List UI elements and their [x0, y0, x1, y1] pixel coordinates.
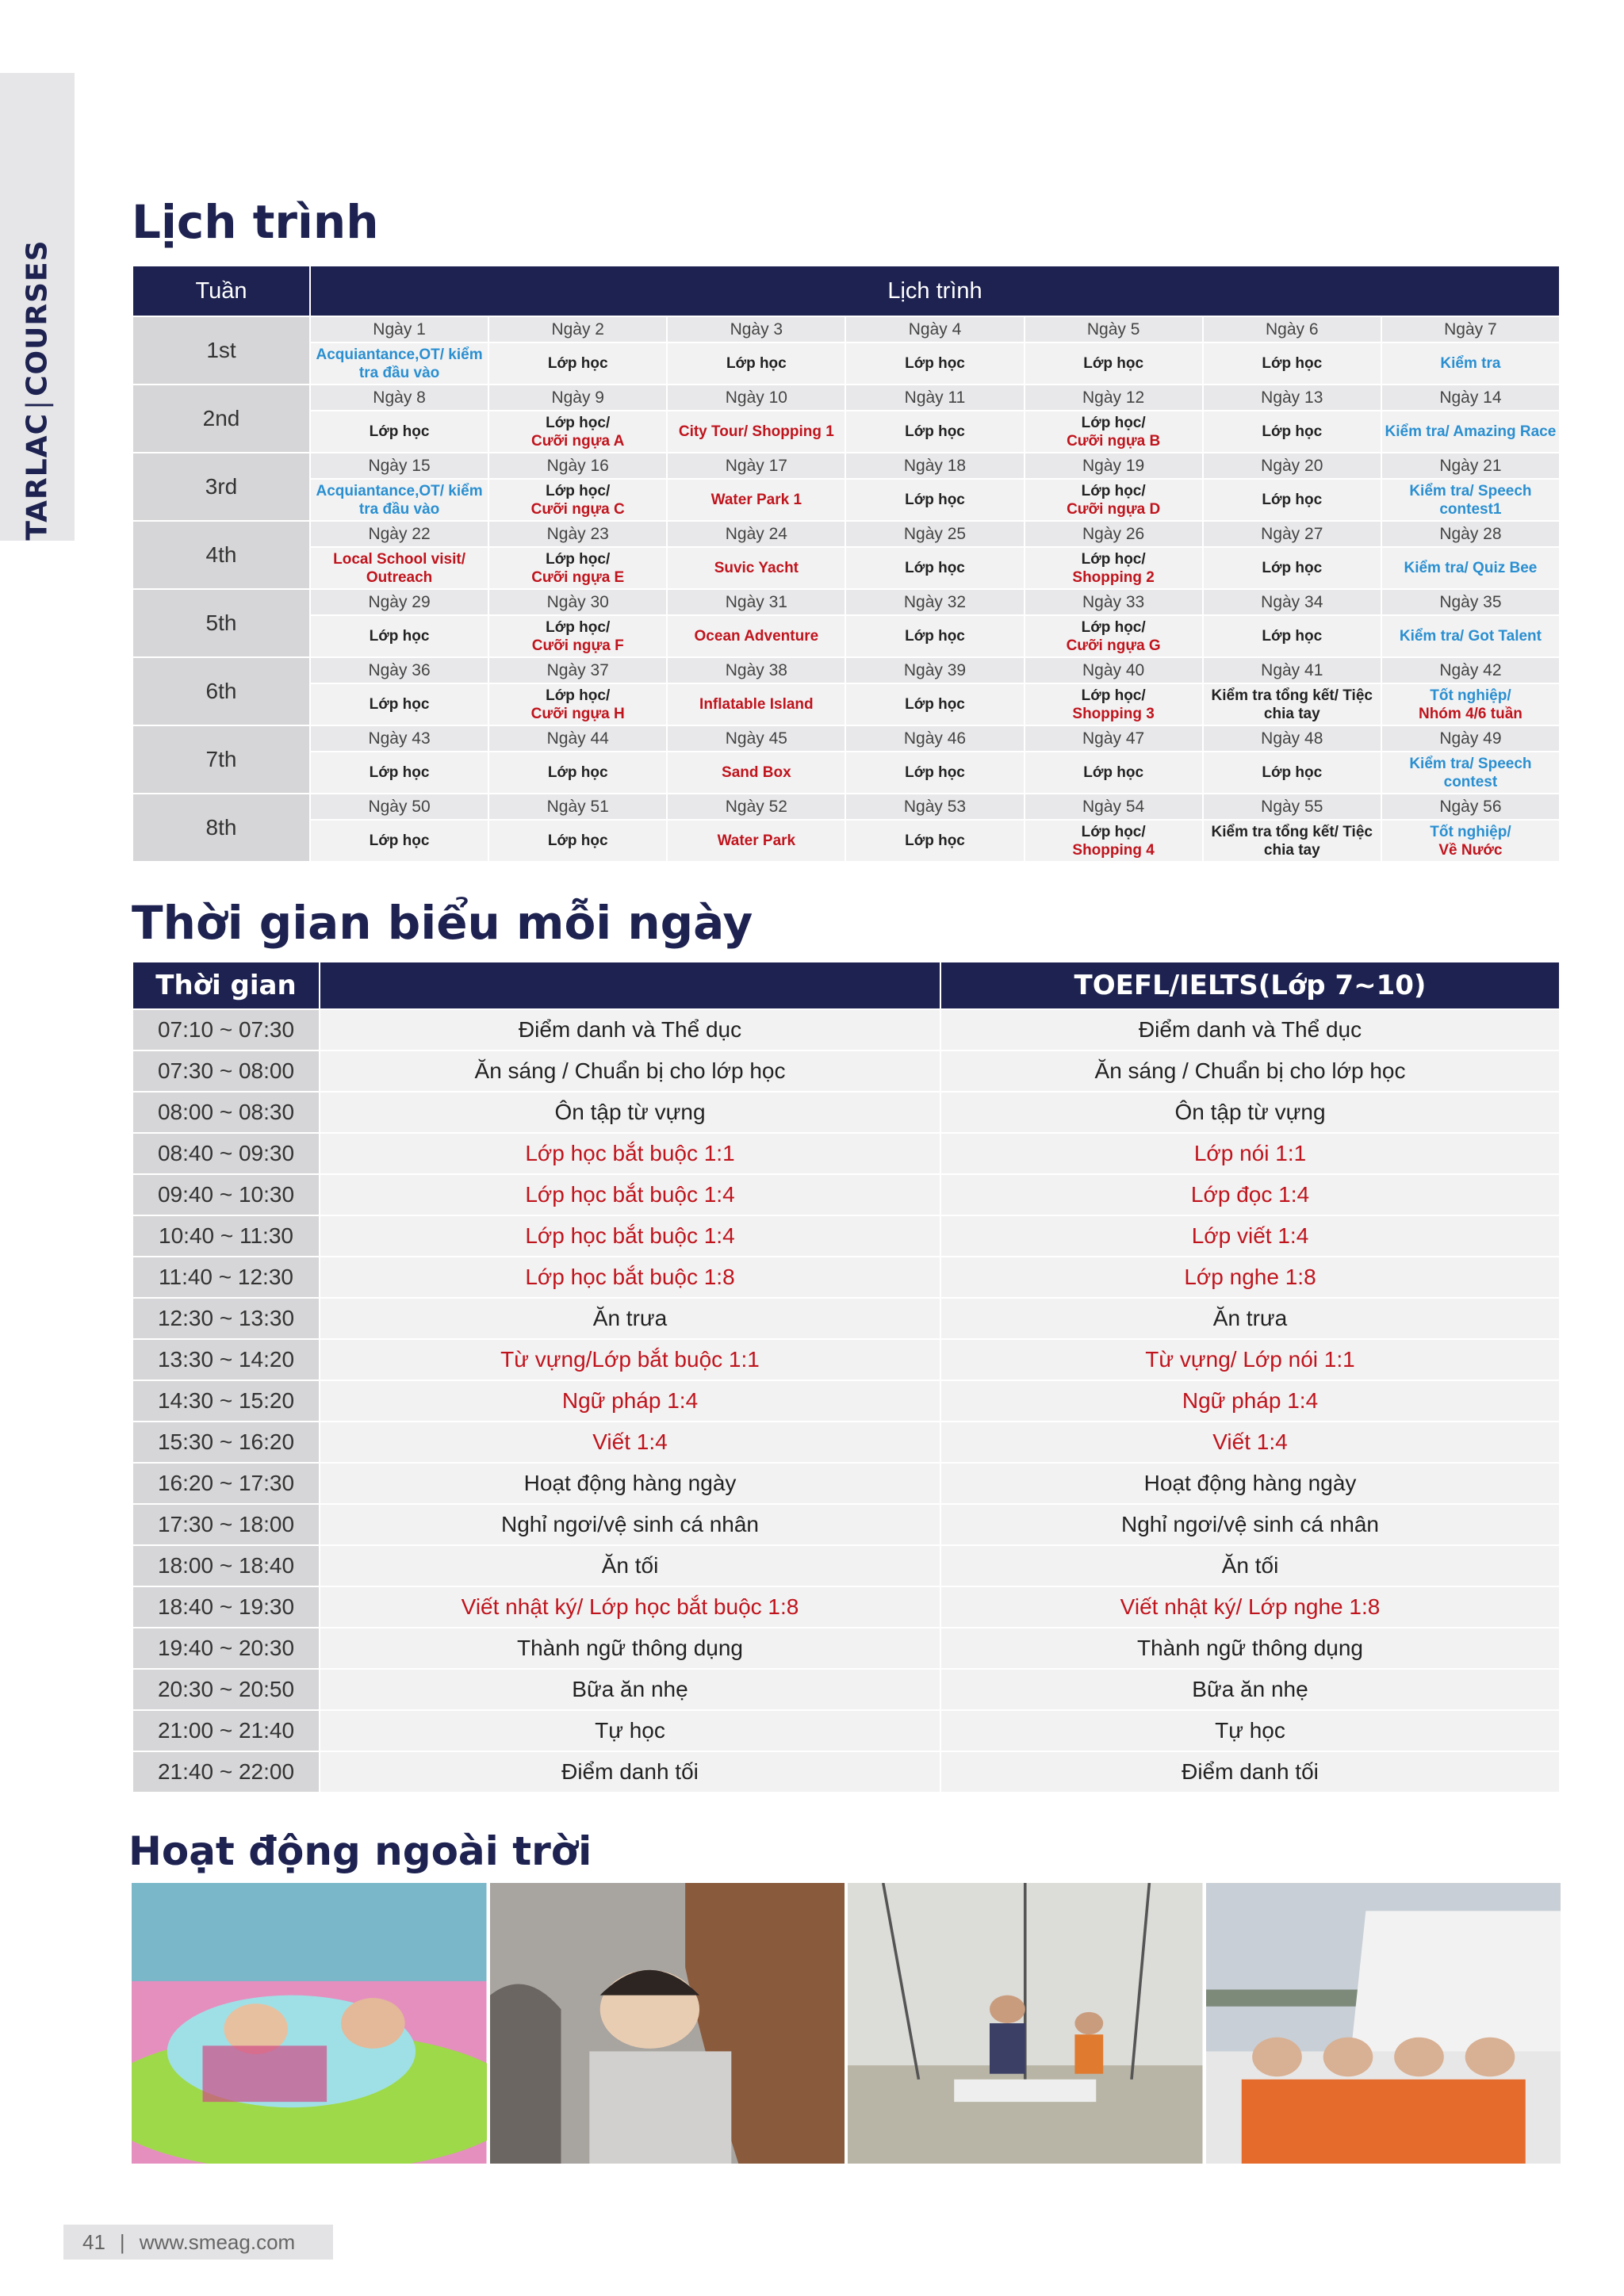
- activity-cell: Lớp học: [1203, 547, 1381, 589]
- day-label: Ngày 55: [1203, 794, 1381, 820]
- schedule-table: [132, 265, 1561, 863]
- activity-cell: Kiểm tra/ Speech contest1: [1381, 479, 1560, 521]
- toefl-cell: Ăn sáng / Chuẩn bị cho lớp học: [940, 1050, 1560, 1092]
- time-cell: 14:30 ~ 15:20: [132, 1380, 320, 1422]
- general-cell: Lớp học bắt buộc 1:4: [320, 1215, 940, 1257]
- time-cell: 10:40 ~ 11:30: [132, 1215, 320, 1257]
- day-label: Ngày 22: [310, 521, 488, 547]
- activity-cell: Local School visit/ Outreach: [310, 547, 488, 589]
- toefl-cell: Viết nhật ký/ Lớp nghe 1:8: [940, 1586, 1560, 1628]
- day-label: Ngày 43: [310, 725, 488, 752]
- daily-row: [132, 1504, 1560, 1545]
- day-label: Ngày 14: [1381, 385, 1560, 411]
- day-label: Ngày 50: [310, 794, 488, 820]
- time-cell: 20:30 ~ 20:50: [132, 1669, 320, 1710]
- day-label: Ngày 13: [1203, 385, 1381, 411]
- daily-row: [132, 1422, 1560, 1463]
- toefl-cell: Hoạt động hàng ngày: [940, 1463, 1560, 1504]
- outdoor-title: Hoạt động ngoài trời: [128, 1828, 592, 1874]
- day-label: Ngày 15: [310, 453, 488, 479]
- day-label: Ngày 35: [1381, 589, 1560, 615]
- activity-cell: Lớp học: [845, 411, 1024, 453]
- toefl-cell: Ăn trưa: [940, 1298, 1560, 1339]
- toefl-cell: Điểm danh và Thể dục: [940, 1009, 1560, 1050]
- day-label: Ngày 56: [1381, 794, 1560, 820]
- time-cell: 15:30 ~ 16:20: [132, 1422, 320, 1463]
- activity-cell: Lớp học: [845, 752, 1024, 794]
- daily-row: [132, 1133, 1560, 1174]
- page-number: 41: [82, 2229, 105, 2254]
- general-cell: Điểm danh tối: [320, 1751, 940, 1793]
- day-label: Ngày 48: [1203, 725, 1381, 752]
- daily-row: [132, 1050, 1560, 1092]
- activity-cell: Lớp học: [1203, 615, 1381, 657]
- toefl-cell: Lớp viết 1:4: [940, 1215, 1560, 1257]
- day-label: Ngày 10: [667, 385, 845, 411]
- day-label: Ngày 39: [845, 657, 1024, 683]
- daily-row: [132, 1710, 1560, 1751]
- schedule-title: Lịch trình: [132, 195, 379, 249]
- activity-cell: Lớp học/ Cưỡi ngựa D: [1025, 479, 1203, 521]
- activity-cell: Lớp học: [310, 820, 488, 862]
- activity-cell: Lớp học: [845, 820, 1024, 862]
- activity-cell: Lớp học: [845, 342, 1024, 385]
- day-label: Ngày 8: [310, 385, 488, 411]
- time-cell: 12:30 ~ 13:30: [132, 1298, 320, 1339]
- horse-photo: [490, 1883, 848, 2164]
- day-label: Ngày 34: [1203, 589, 1381, 615]
- day-label: Ngày 18: [845, 453, 1024, 479]
- general-cell: Điểm danh và Thể dục: [320, 1009, 940, 1050]
- website-link[interactable]: www.smeag.com: [139, 2229, 296, 2254]
- activity-cell: Lớp học/ Cưỡi ngựa A: [488, 411, 667, 453]
- zipline-photo: [848, 1883, 1206, 2164]
- daily-row: [132, 1174, 1560, 1215]
- day-label: Ngày 27: [1203, 521, 1381, 547]
- activity-cell: Lớp học/ Shopping 4: [1025, 820, 1203, 862]
- day-label: Ngày 24: [667, 521, 845, 547]
- activity-cell: Lớp học: [310, 615, 488, 657]
- day-label: Ngày 2: [488, 316, 667, 342]
- general-cell: Nghỉ ngơi/vệ sinh cá nhân: [320, 1504, 940, 1545]
- activity-cell: Tốt nghiệp/ Nhóm 4/6 tuần: [1381, 683, 1560, 725]
- day-label: Ngày 44: [488, 725, 667, 752]
- day-label: Ngày 28: [1381, 521, 1560, 547]
- day-label: Ngày 52: [667, 794, 845, 820]
- time-cell: 21:00 ~ 21:40: [132, 1710, 320, 1751]
- photo-strip: [132, 1883, 1561, 2164]
- activity-cell: Lớp học: [845, 547, 1024, 589]
- pool-photo: [132, 1883, 490, 2164]
- general-cell: Viết nhật ký/ Lớp học bắt buộc 1:8: [320, 1586, 940, 1628]
- time-cell: 18:00 ~ 18:40: [132, 1545, 320, 1586]
- yacht-photo: [1206, 1883, 1561, 2164]
- activity-cell: Lớp học/ Cưỡi ngựa C: [488, 479, 667, 521]
- day-label: Ngày 32: [845, 589, 1024, 615]
- day-label: Ngày 9: [488, 385, 667, 411]
- day-label: Ngày 51: [488, 794, 667, 820]
- activity-cell: Lớp học: [845, 683, 1024, 725]
- day-label: Ngày 42: [1381, 657, 1560, 683]
- general-cell: Bữa ăn nhẹ: [320, 1669, 940, 1710]
- activity-cell: Lớp học: [1203, 752, 1381, 794]
- daily-table: [132, 961, 1561, 1793]
- general-cell: Lớp học bắt buộc 1:4: [320, 1174, 940, 1215]
- day-label: Ngày 7: [1381, 316, 1560, 342]
- week-label: 8th: [132, 794, 310, 862]
- activity-cell: Lớp học/ Cưỡi ngựa E: [488, 547, 667, 589]
- activity-cell: Lớp học: [1203, 411, 1381, 453]
- day-label: Ngày 1: [310, 316, 488, 342]
- day-label: Ngày 30: [488, 589, 667, 615]
- activity-cell: Kiểm tra/ Amazing Race: [1381, 411, 1560, 453]
- general-cell: Ăn sáng / Chuẩn bị cho lớp học: [320, 1050, 940, 1092]
- daily-row: [132, 1463, 1560, 1504]
- activity-cell: City Tour/ Shopping 1: [667, 411, 845, 453]
- activity-cell: Lớp học: [1203, 479, 1381, 521]
- day-label: Ngày 47: [1025, 725, 1203, 752]
- general-cell: Viết 1:4: [320, 1422, 940, 1463]
- week-label: 7th: [132, 725, 310, 794]
- day-label: Ngày 53: [845, 794, 1024, 820]
- toefl-cell: Ngữ pháp 1:4: [940, 1380, 1560, 1422]
- time-cell: 11:40 ~ 12:30: [132, 1257, 320, 1298]
- week-label: 5th: [132, 589, 310, 657]
- time-cell: 21:40 ~ 22:00: [132, 1751, 320, 1793]
- daily-row: [132, 1298, 1560, 1339]
- daily-header-general: [320, 962, 940, 1009]
- day-label: Ngày 17: [667, 453, 845, 479]
- activity-cell: Tốt nghiệp/ Về Nước: [1381, 820, 1560, 862]
- toefl-cell: Ăn tối: [940, 1545, 1560, 1586]
- day-label: Ngày 38: [667, 657, 845, 683]
- day-label: Ngày 4: [845, 316, 1024, 342]
- week-label: 2nd: [132, 385, 310, 453]
- day-label: Ngày 41: [1203, 657, 1381, 683]
- activity-cell: Sand Box: [667, 752, 845, 794]
- day-label: Ngày 36: [310, 657, 488, 683]
- activity-cell: Kiểm tra/ Got Talent: [1381, 615, 1560, 657]
- time-cell: 18:40 ~ 19:30: [132, 1586, 320, 1628]
- activity-cell: Lớp học: [1025, 342, 1203, 385]
- general-cell: Ngữ pháp 1:4: [320, 1380, 940, 1422]
- day-label: Ngày 54: [1025, 794, 1203, 820]
- daily-header-time: Thời gian: [132, 962, 320, 1009]
- activity-cell: Lớp học/ Shopping 2: [1025, 547, 1203, 589]
- activity-cell: Water Park: [667, 820, 845, 862]
- activity-cell: Lớp học: [488, 820, 667, 862]
- daily-row: [132, 1628, 1560, 1669]
- toefl-cell: Bữa ăn nhẹ: [940, 1669, 1560, 1710]
- day-label: Ngày 26: [1025, 521, 1203, 547]
- activity-cell: Kiểm tra tổng kết/ Tiệc chia tay: [1203, 683, 1381, 725]
- day-label: Ngày 19: [1025, 453, 1203, 479]
- day-label: Ngày 12: [1025, 385, 1203, 411]
- daily-row: [132, 1751, 1560, 1793]
- time-cell: 17:30 ~ 18:00: [132, 1504, 320, 1545]
- daily-row: [132, 1380, 1560, 1422]
- day-label: Ngày 45: [667, 725, 845, 752]
- toefl-cell: Thành ngữ thông dụng: [940, 1628, 1560, 1669]
- footer: 41 | www.smeag.com: [63, 2225, 333, 2260]
- general-cell: Hoạt động hàng ngày: [320, 1463, 940, 1504]
- activity-cell: Lớp học/ Cưỡi ngựa H: [488, 683, 667, 725]
- day-label: Ngày 3: [667, 316, 845, 342]
- activity-cell: Kiểm tra/ Speech contest: [1381, 752, 1560, 794]
- general-cell: Từ vựng/Lớp bắt buộc 1:1: [320, 1339, 940, 1380]
- toefl-cell: Viết 1:4: [940, 1422, 1560, 1463]
- general-cell: Ôn tập từ vựng: [320, 1092, 940, 1133]
- activity-cell: Inflatable Island: [667, 683, 845, 725]
- daily-row: [132, 1092, 1560, 1133]
- time-cell: 08:00 ~ 08:30: [132, 1092, 320, 1133]
- day-label: Ngày 25: [845, 521, 1024, 547]
- daily-row: [132, 1669, 1560, 1710]
- activity-cell: Lớp học/ Cưỡi ngựa B: [1025, 411, 1203, 453]
- day-label: Ngày 16: [488, 453, 667, 479]
- activity-cell: Water Park 1: [667, 479, 845, 521]
- toefl-cell: Từ vựng/ Lớp nói 1:1: [940, 1339, 1560, 1380]
- activity-cell: Lớp học: [845, 479, 1024, 521]
- activity-cell: Lớp học/ Cưỡi ngựa F: [488, 615, 667, 657]
- day-label: Ngày 29: [310, 589, 488, 615]
- day-label: Ngày 49: [1381, 725, 1560, 752]
- time-cell: 19:40 ~ 20:30: [132, 1628, 320, 1669]
- daily-row: [132, 1339, 1560, 1380]
- daily-row: [132, 1586, 1560, 1628]
- toefl-cell: Lớp nghe 1:8: [940, 1257, 1560, 1298]
- activity-cell: Kiểm tra/ Quiz Bee: [1381, 547, 1560, 589]
- daily-row: [132, 1545, 1560, 1586]
- time-cell: 09:40 ~ 10:30: [132, 1174, 320, 1215]
- toefl-cell: Lớp nói 1:1: [940, 1133, 1560, 1174]
- activity-cell: Lớp học: [667, 342, 845, 385]
- day-label: Ngày 33: [1025, 589, 1203, 615]
- activity-cell: Lớp học: [310, 752, 488, 794]
- day-label: Ngày 21: [1381, 453, 1560, 479]
- toefl-cell: Tự học: [940, 1710, 1560, 1751]
- activity-cell: Lớp học/ Shopping 3: [1025, 683, 1203, 725]
- day-label: Ngày 40: [1025, 657, 1203, 683]
- activity-cell: Kiểm tra: [1381, 342, 1560, 385]
- activity-cell: Lớp học: [845, 615, 1024, 657]
- activity-cell: Ocean Adventure: [667, 615, 845, 657]
- daily-row: [132, 1215, 1560, 1257]
- general-cell: Lớp học bắt buộc 1:1: [320, 1133, 940, 1174]
- day-label: Ngày 20: [1203, 453, 1381, 479]
- side-tab-label: TARLAC|COURSES: [21, 239, 54, 541]
- general-cell: Thành ngữ thông dụng: [320, 1628, 940, 1669]
- day-label: Ngày 31: [667, 589, 845, 615]
- activity-cell: Lớp học: [1203, 342, 1381, 385]
- day-label: Ngày 37: [488, 657, 667, 683]
- schedule-header-week: Tuần: [132, 266, 310, 316]
- activity-cell: Lớp học: [310, 683, 488, 725]
- activity-cell: Lớp học: [488, 342, 667, 385]
- time-cell: 07:30 ~ 08:00: [132, 1050, 320, 1092]
- daily-title: Thời gian biểu mỗi ngày: [132, 896, 753, 950]
- daily-row: [132, 1009, 1560, 1050]
- week-label: 3rd: [132, 453, 310, 521]
- activity-cell: Lớp học/ Cưỡi ngựa G: [1025, 615, 1203, 657]
- week-label: 4th: [132, 521, 310, 589]
- toefl-cell: Điểm danh tối: [940, 1751, 1560, 1793]
- toefl-cell: Lớp đọc 1:4: [940, 1174, 1560, 1215]
- schedule-header-schedule: Lịch trình: [310, 266, 1560, 316]
- daily-row: [132, 1257, 1560, 1298]
- activity-cell: Lớp học: [488, 752, 667, 794]
- time-cell: 08:40 ~ 09:30: [132, 1133, 320, 1174]
- week-label: 6th: [132, 657, 310, 725]
- general-cell: Ăn trưa: [320, 1298, 940, 1339]
- day-label: Ngày 6: [1203, 316, 1381, 342]
- toefl-cell: Nghỉ ngơi/vệ sinh cá nhân: [940, 1504, 1560, 1545]
- daily-header-toefl: TOEFL/IELTS(Lớp 7~10): [940, 962, 1560, 1009]
- general-cell: Ăn tối: [320, 1545, 940, 1586]
- activity-cell: Suvic Yacht: [667, 547, 845, 589]
- activity-cell: Lớp học: [1025, 752, 1203, 794]
- general-cell: Lớp học bắt buộc 1:8: [320, 1257, 940, 1298]
- activity-cell: Lớp học: [310, 411, 488, 453]
- time-cell: 13:30 ~ 14:20: [132, 1339, 320, 1380]
- activity-cell: Acquiantance,OT/ kiểm tra đầu vào: [310, 342, 488, 385]
- side-tab: [0, 73, 75, 541]
- general-cell: Tự học: [320, 1710, 940, 1751]
- time-cell: 16:20 ~ 17:30: [132, 1463, 320, 1504]
- day-label: Ngày 5: [1025, 316, 1203, 342]
- day-label: Ngày 46: [845, 725, 1024, 752]
- day-label: Ngày 23: [488, 521, 667, 547]
- toefl-cell: Ôn tập từ vựng: [940, 1092, 1560, 1133]
- time-cell: 07:10 ~ 07:30: [132, 1009, 320, 1050]
- activity-cell: Kiểm tra tổng kết/ Tiệc chia tay: [1203, 820, 1381, 862]
- week-label: 1st: [132, 316, 310, 385]
- activity-cell: Acquiantance,OT/ kiểm tra đầu vào: [310, 479, 488, 521]
- day-label: Ngày 11: [845, 385, 1024, 411]
